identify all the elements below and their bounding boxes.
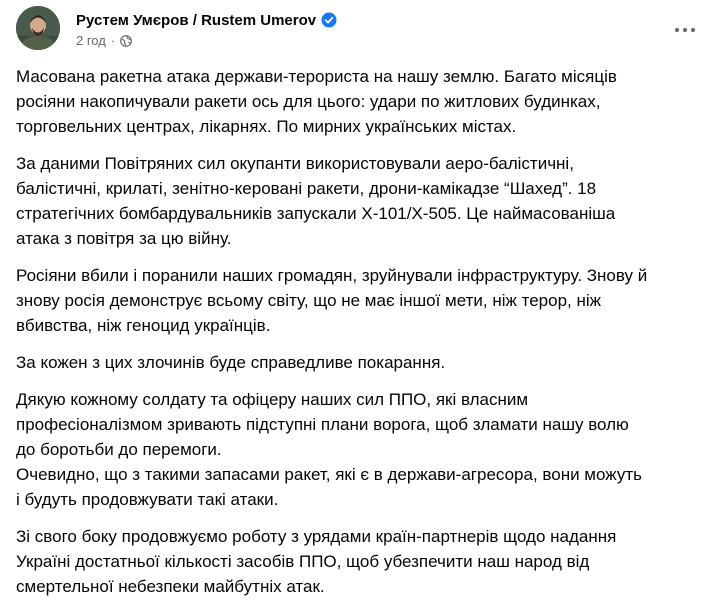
more-horizontal-icon (675, 28, 679, 32)
verified-badge-icon (321, 12, 337, 28)
more-horizontal-icon (691, 28, 695, 32)
more-options-button[interactable] (667, 12, 703, 48)
author-name[interactable]: Рустем Умєров / Rustem Umerov (76, 11, 317, 29)
post-paragraph: Масована ракетна атака держави-терориста на нашу землю. Багато місяців росіяни накопичували ракети ось для цього: удари по житлових будинках, торговельних центрах, лікарнях. По мирних українських містах. (16, 67, 617, 136)
meta-separator: · (110, 33, 116, 48)
globe-icon[interactable] (120, 35, 132, 47)
author-name-row (76, 10, 337, 30)
post-body (16, 64, 706, 611)
post-paragraph: Зі свого боку продовжуємо роботу з урядами країн-партнерів щодо надання Україні достатньої кількості засобів ППО, щоб убезпечити наш народ від смертельної небезпеки майбутніх атак. (16, 527, 617, 596)
post-paragraph: Росіяни вбили і поранили наших громадян, зруйнували інфраструктуру. Знову й знову росія демонструє всьому світу, що не має іншої мети, ніж терор, ніж вбивства, ніж геноцид українців. (16, 266, 648, 335)
post-paragraph: Дякую кожному солдату та офіцеру наших сил ППО, які власним професіоналізмом зривають підступні плани ворога, щоб зламати нашу волю до боротьби до перемоги. Очевидно, що з такими запасами ракет, які є в держави-агресора, вони можуть і будуть продовжувати такі атаки. (16, 390, 642, 509)
post-meta (76, 33, 132, 48)
more-horizontal-icon (683, 28, 687, 32)
post-paragraph: За кожен з цих злочинів буде справедливе покарання. (16, 353, 446, 372)
post-header (16, 6, 703, 56)
post-paragraph: За даними Повітряних сил окупанти використовували аеро-балістичні, балістичні, крилаті, зенітно-керовані ракети, дрони-камікадзе “Шахед”. 18 стратегічних бомбардувальників запускали Х-101/Х-505. Це наймасованіша атака з повітря за цю війну. (16, 154, 616, 248)
author-avatar[interactable] (16, 6, 60, 50)
post-timestamp[interactable]: 2 год (76, 33, 106, 48)
